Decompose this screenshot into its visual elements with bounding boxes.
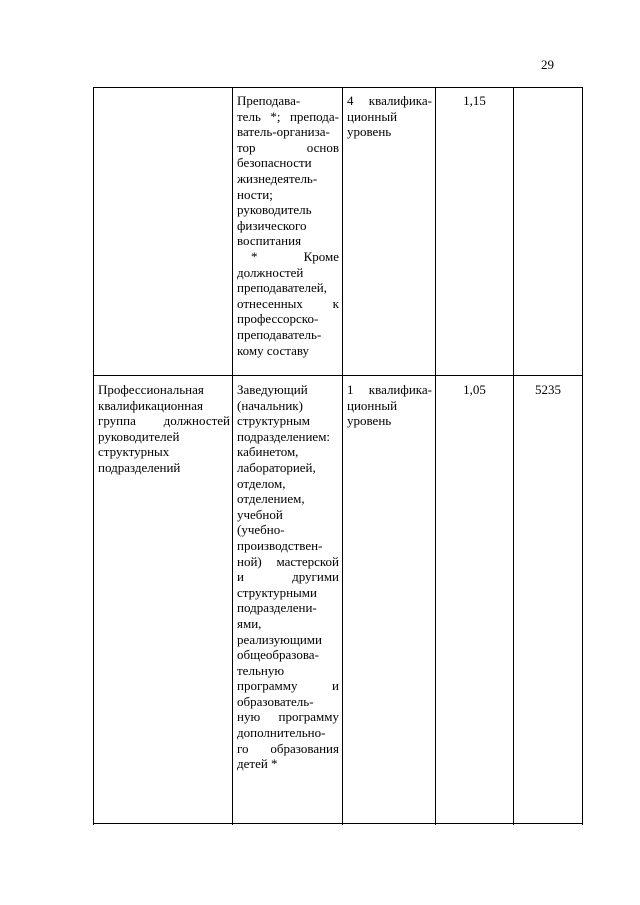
coefficient-value: 1,05 xyxy=(463,382,486,397)
row-divider xyxy=(93,375,583,376)
position-line: программу и xyxy=(237,678,339,694)
position-line: дополнительно- xyxy=(237,725,326,741)
level-line: уровень xyxy=(347,413,392,429)
position-line: преподаватель- xyxy=(237,326,322,342)
position-line: и другими xyxy=(237,569,339,585)
position-line: безопасности xyxy=(237,155,312,171)
group-line: руководителей xyxy=(98,428,180,444)
column-divider xyxy=(342,87,343,825)
position-line: подразделением: xyxy=(237,428,331,444)
position-line: отнесенных к xyxy=(237,295,339,311)
position-line: руководитель xyxy=(237,202,312,218)
level-line: уровень xyxy=(347,124,392,140)
table-border-top xyxy=(93,87,583,88)
position-line: го образования xyxy=(237,740,339,756)
group-line: структурных xyxy=(98,444,170,460)
position-line: (учебно- xyxy=(237,522,285,538)
position-line: образователь- xyxy=(237,693,314,709)
position-line: преподавателей, xyxy=(237,280,328,296)
position-line: структурными xyxy=(237,584,317,600)
level-line: ционный xyxy=(347,397,398,413)
position-line: кабинетом, xyxy=(237,444,299,460)
column-divider xyxy=(513,87,514,825)
position-line: профессорско- xyxy=(237,311,319,327)
salary-cell xyxy=(514,382,582,398)
position-line: отделением, xyxy=(237,491,305,507)
position-line: отделом, xyxy=(237,475,286,491)
group-line: Профессиональная xyxy=(98,382,204,397)
position-line: производствен- xyxy=(237,537,323,553)
position-line: подразделени- xyxy=(237,600,317,616)
position-line: воспитания xyxy=(237,233,302,249)
coefficient-cell xyxy=(436,382,513,398)
position-line: тельную xyxy=(237,662,285,678)
position-line: детей * xyxy=(237,756,278,772)
position-line: тель *; препода- xyxy=(237,108,339,124)
level-line: 4 квалифика- xyxy=(347,93,432,108)
position-line: учебной xyxy=(237,506,283,522)
level-line: ционный xyxy=(347,108,398,124)
table-border-bottom xyxy=(93,823,583,824)
group-line: квалификационная xyxy=(98,397,203,413)
position-line: (начальник) xyxy=(237,397,303,413)
position-line: ями, xyxy=(237,615,262,631)
position-line: структурным xyxy=(237,413,311,429)
position-line: должностей xyxy=(237,264,304,280)
level-cell xyxy=(343,382,435,429)
position-line: физического xyxy=(237,217,307,233)
page-number: 29 xyxy=(541,57,554,72)
position-line: ватель-организа- xyxy=(237,124,330,140)
group-line: подразделений xyxy=(98,459,181,475)
salary-value: 5235 xyxy=(535,382,561,397)
group-cell xyxy=(94,382,232,476)
position-line: ности; xyxy=(237,186,273,202)
position-line: * Кроме xyxy=(251,248,339,264)
position-line: тор основ xyxy=(237,139,339,155)
position-line: реализующими xyxy=(237,631,322,647)
group-line: группа должностей xyxy=(98,413,230,429)
position-line: общеобразова- xyxy=(237,647,319,663)
position-line: жизнедеятель- xyxy=(237,170,318,186)
position-line: Преподава- xyxy=(237,93,301,108)
position-line: лабораторией, xyxy=(237,459,316,475)
table-border-right xyxy=(582,87,583,825)
position-cell xyxy=(233,93,342,358)
column-divider xyxy=(435,87,436,825)
position-cell xyxy=(233,382,342,772)
level-line: 1 квалифика- xyxy=(347,382,432,397)
level-cell xyxy=(343,93,435,140)
salary-table xyxy=(93,87,583,825)
position-line: кому составу xyxy=(237,342,310,358)
coefficient-cell xyxy=(436,93,513,109)
position-line: ной) мастерской xyxy=(237,553,339,569)
position-line: Заведующий xyxy=(237,382,308,397)
position-line: ную программу xyxy=(237,709,339,725)
coefficient-value: 1,15 xyxy=(463,93,486,108)
